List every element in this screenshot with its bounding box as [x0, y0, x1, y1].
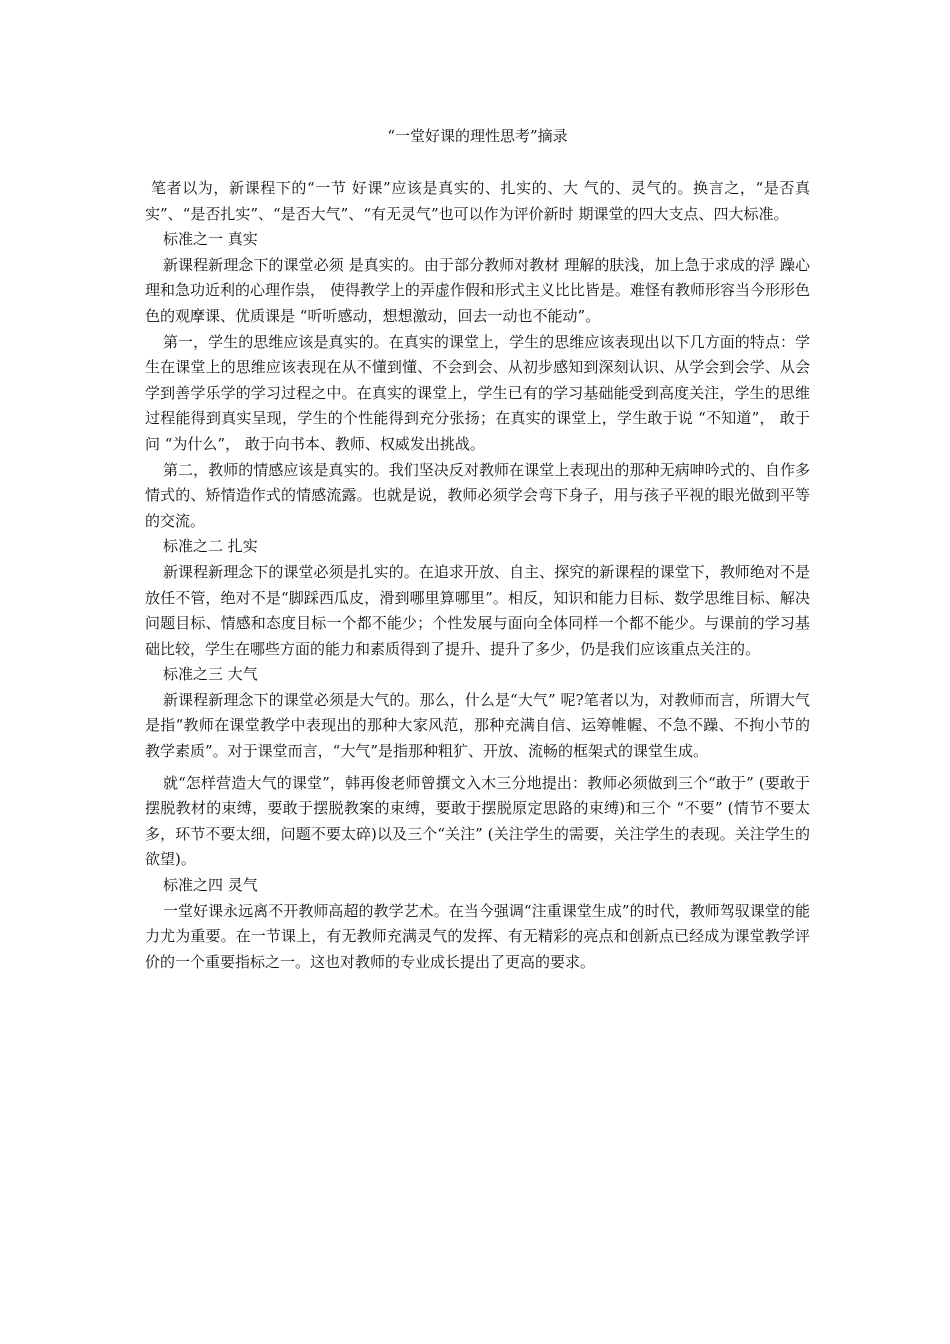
document-title: “一堂好课的理性思考”摘录	[387, 127, 568, 145]
intro-paragraph: 笔者以为，新课程下的“一节 好课”应该是真实的、扎实的、大 气的、灵气的。换言之，“是否真 实”、“是否扎实”、“是否大气”、“有无灵气”也可以作为评价新时 期课堂的四大支点、四大标准。	[145, 179, 810, 223]
section-3-paragraph-2: 就“怎样营造大气的课堂”，韩再俊老师曾撰文入木三分地提出：教师必须做到三个“敢于” (要敢于摆脱教材的束缚，要敢于摆脱教案的束缚，要敢于摆脱原定思路的束缚)和三个 “不要” (情节不要太多，环节不要太细，问题不要太碎)以及三个“关注” (关注学生的需要，关注学生的表现。关注学生的欲望)。	[145, 773, 810, 869]
section-heading-3: 标准之三 大气	[163, 665, 258, 684]
section-4-paragraph-1: 一堂好课永远离不开教师高超的教学艺术。在当今强调“注重课堂生成”的时代，教师驾驭课堂的能力尤为重要。在一节课上，有无教师充满灵气的发挥、有无精彩的亮点和创新点已经成为课堂教学评价的一个重要指标之一。这也对教师的专业成长提出了更高的要求。	[145, 901, 810, 971]
section-1-paragraph-2: 第一，学生的思维应该是真实的。在真实的课堂上，学生的思维应该表现出以下几方面的特点：学生在课堂上的思维应该表现在从不懂到懂、不会到会、从初步感知到深刻认识、从学会到会学、从会学到善学乐学的学习过程之中。在真实的课堂上，学生已有的学习基础能受到高度关注，学生的思维过程能得到真实呈现，学生的个性能得到充分张扬；在真实的课堂上，学生敢于说 “不知道”， 敢于问 “为什么”， 敢于向书本、教师、权威发出挑战。	[145, 332, 810, 453]
section-1-paragraph-1: 新课程新理念下的课堂必须 是真实的。由于部分教师对教材 理解的肤浅，加上急于求成的浮 躁心理和急功近利的心理作祟， 使得教学上的弄虚作假和形式主义比比皆是。难怪有教师形容当今形形色色的观摩课、优质课是 “听听感动，想想激动，回去一动也不能动”。	[145, 255, 810, 325]
section-heading-2: 标准之二 扎实	[163, 537, 258, 556]
document-body	[145, 176, 810, 975]
section-heading-1: 标准之一 真实	[163, 230, 258, 249]
document-page	[145, 0, 810, 1344]
section-3-paragraph-1: 新课程新理念下的课堂必须是大气的。那么，什么是“大气” 呢?笔者以为，对教师而言，所谓大气是指“教师在课堂教学中表现出的那种大家风范，那种充满自信、运筹帷幄、不急不躁、不拘小节的教学素质”。对于课堂而言，“大气”是指那种粗犷、开放、流畅的框架式的课堂生成。	[145, 690, 810, 761]
section-heading-4: 标准之四 灵气	[163, 876, 258, 895]
section-1-paragraph-3: 第二，教师的情感应该是真实的。我们坚决反对教师在课堂上表现出的那种无病呻吟式的、自作多情式的、矫情造作式的情感流露。也就是说，教师必须学会弯下身子，用与孩子平视的眼光做到平等的交流。	[145, 460, 810, 530]
section-2-paragraph-1: 新课程新理念下的课堂必须是扎实的。在追求开放、自主、探究的新课程的课堂下，教师绝对不是放任不管，绝对不是“脚踩西瓜皮，滑到哪里算哪里”。相反，知识和能力目标、数学思维目标、解决问题目标、情感和态度目标一个都不能少；个性发展与面向全体同样一个都不能少。与课前的学习基础比较，学生在哪些方面的能力和素质得到了提升、提升了多少，仍是我们应该重点关注的。	[145, 562, 810, 658]
